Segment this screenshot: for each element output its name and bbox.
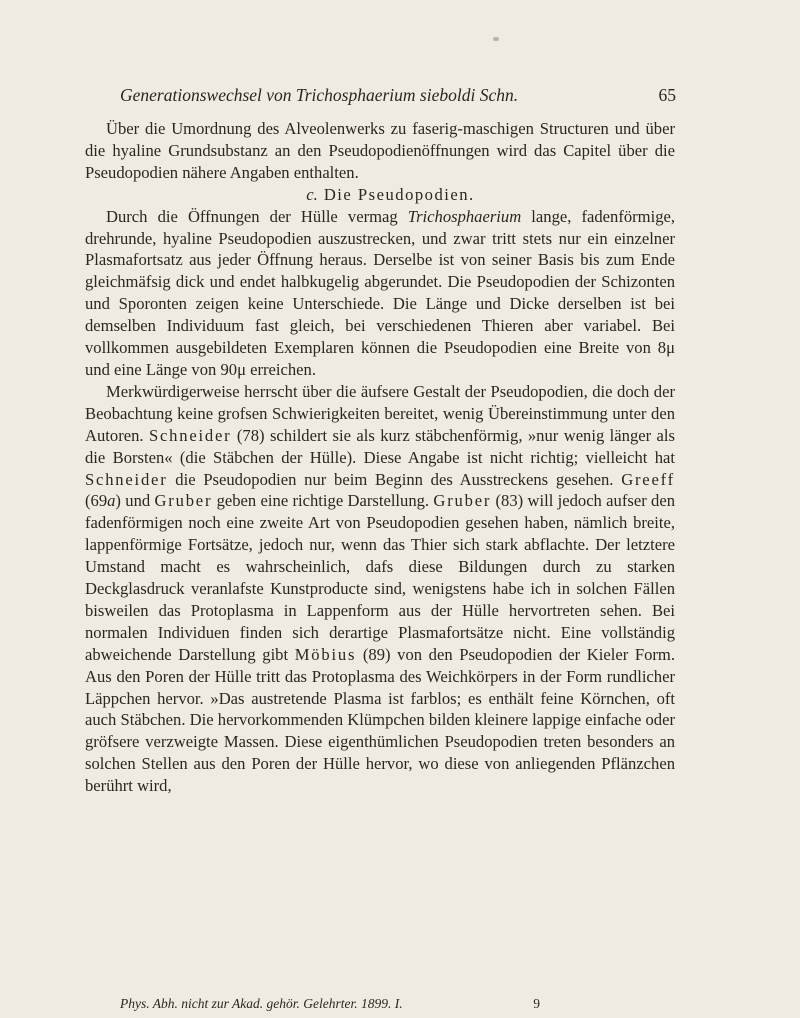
page-number: 65 xyxy=(658,85,676,105)
text-run: die Pseudopodien nur beim Beginn des Ausstreckens gesehen. xyxy=(167,469,622,489)
author-name: Gruber xyxy=(433,491,492,511)
scan-speck xyxy=(493,37,499,41)
author-name: Möbius xyxy=(294,644,357,664)
text-run: lange, fadenförmige, drehrunde, hyaline Pseudopodien auszustrecken, und zwar tritt stets nur ein einzelner Plasmafortsatz aus jeder Öffnung heraus. Derselbe ist von seiner Basis bis zum Ende gleichmäfsig dick und endet halbkugelig abgerundet. Die Pseudopodien der Schizonten und Sporonten zeigen keine Unterschiede. Die Länge und Dicke derselben ist bei demselben Individuum fast gleich, bei verschiedenen Thieren aber variabel. Bei vollkommen ausgebildeten Exemplaren können die Pseudopodien eine Breite von 8μ und eine Länge von 90μ erreichen. xyxy=(85,206,676,379)
author-name: Greeff xyxy=(621,469,675,489)
text-run: (78) schildert sie als kurz stäbchenförmig, »nur wenig länger als die Borsten« (die Stäbchen der Hülle). Diese Angabe ist nicht richtig; vielleicht hat xyxy=(85,425,675,467)
text-run: (83) will jedoch aufser den fadenförmigen noch eine zweite Art von Pseudopodien gesehen haben, nämlich breite, lappenförmige Fortsätze, jedoch nur, wenn das Thier sich stark abflachte. Der letztere Umstand macht es wahrscheinlich, dafs diese Bildungen durch zu starken Deckglasdruck veranlafste Kunstproducte sind, wenigstens habe ich in solchen Fällen bisweilen das Protoplasma in Lappenform aus der Hülle hervortreten sehen. Bei normalen Individuen finden sich derartige Plasmafortsätze nicht. Eine vollständig abweichende Darstellung gibt xyxy=(85,491,675,664)
footer-text: Phys. Abh. nicht zur Akad. gehör. Gelehrter. 1899. I. xyxy=(120,996,403,1011)
section-title: Die Pseudopodien. xyxy=(323,184,475,204)
section-heading xyxy=(85,184,675,206)
page-footer xyxy=(120,996,540,1012)
author-name: Schneider xyxy=(85,469,168,489)
running-title: Generationswechsel von Trichosphaerium sieboldi Schn. xyxy=(120,85,519,105)
genus-name: Trichosphaerium xyxy=(407,206,522,226)
text-run: geben eine richtige Darstellung. xyxy=(212,491,434,511)
paragraph-1: Über die Umordnung des Alveolenwerks zu faserig-maschigen Structuren und über die hyaline Grundsubstanz an den Pseudopodienöffnungen wird das Capitel über die Pseudopodien nähere Angaben enthalten. xyxy=(85,119,675,182)
text-run: (89) von den Pseudopodien der Kieler Form. Aus den Poren der Hülle tritt das Protoplasma des Weichkörpers in der Form rundlicher Läppchen hervor. »Das austretende Plasma ist farblos; es enthält feine Körnchen, oft auch Stäbchen. Die hervorkommenden Klümpchen bilden kleinere lappige einfache oder gröfsere verzweigte Massen. Diese eigenthümlichen Pseudopodien treten besonders an solchen Stellen aus den Poren der Hülle hervor, wo diese von anliegenden Pflänzchen berührt wird, xyxy=(85,644,675,796)
paragraph-2 xyxy=(85,206,675,381)
text-run: (69 xyxy=(85,491,108,511)
text-run: Durch die Öffnungen der Hülle vermag xyxy=(106,206,408,226)
author-name: Gruber xyxy=(154,491,213,511)
paragraph-3 xyxy=(85,381,675,797)
text-run: ) und xyxy=(115,491,155,511)
signature-mark: 9 xyxy=(533,996,540,1011)
body-text xyxy=(85,118,675,797)
citation-suffix: a xyxy=(107,491,116,511)
text-run: Merkwürdigerweise herrscht über die äufsere Gestalt der Pseudopodien, die doch der Beobachtung keine grofsen Schwierigkeiten bereitet, wenig Übereinstimmung unter den Autoren. xyxy=(85,381,675,445)
author-name: Schneider xyxy=(148,425,232,445)
section-letter: c. xyxy=(306,184,318,204)
